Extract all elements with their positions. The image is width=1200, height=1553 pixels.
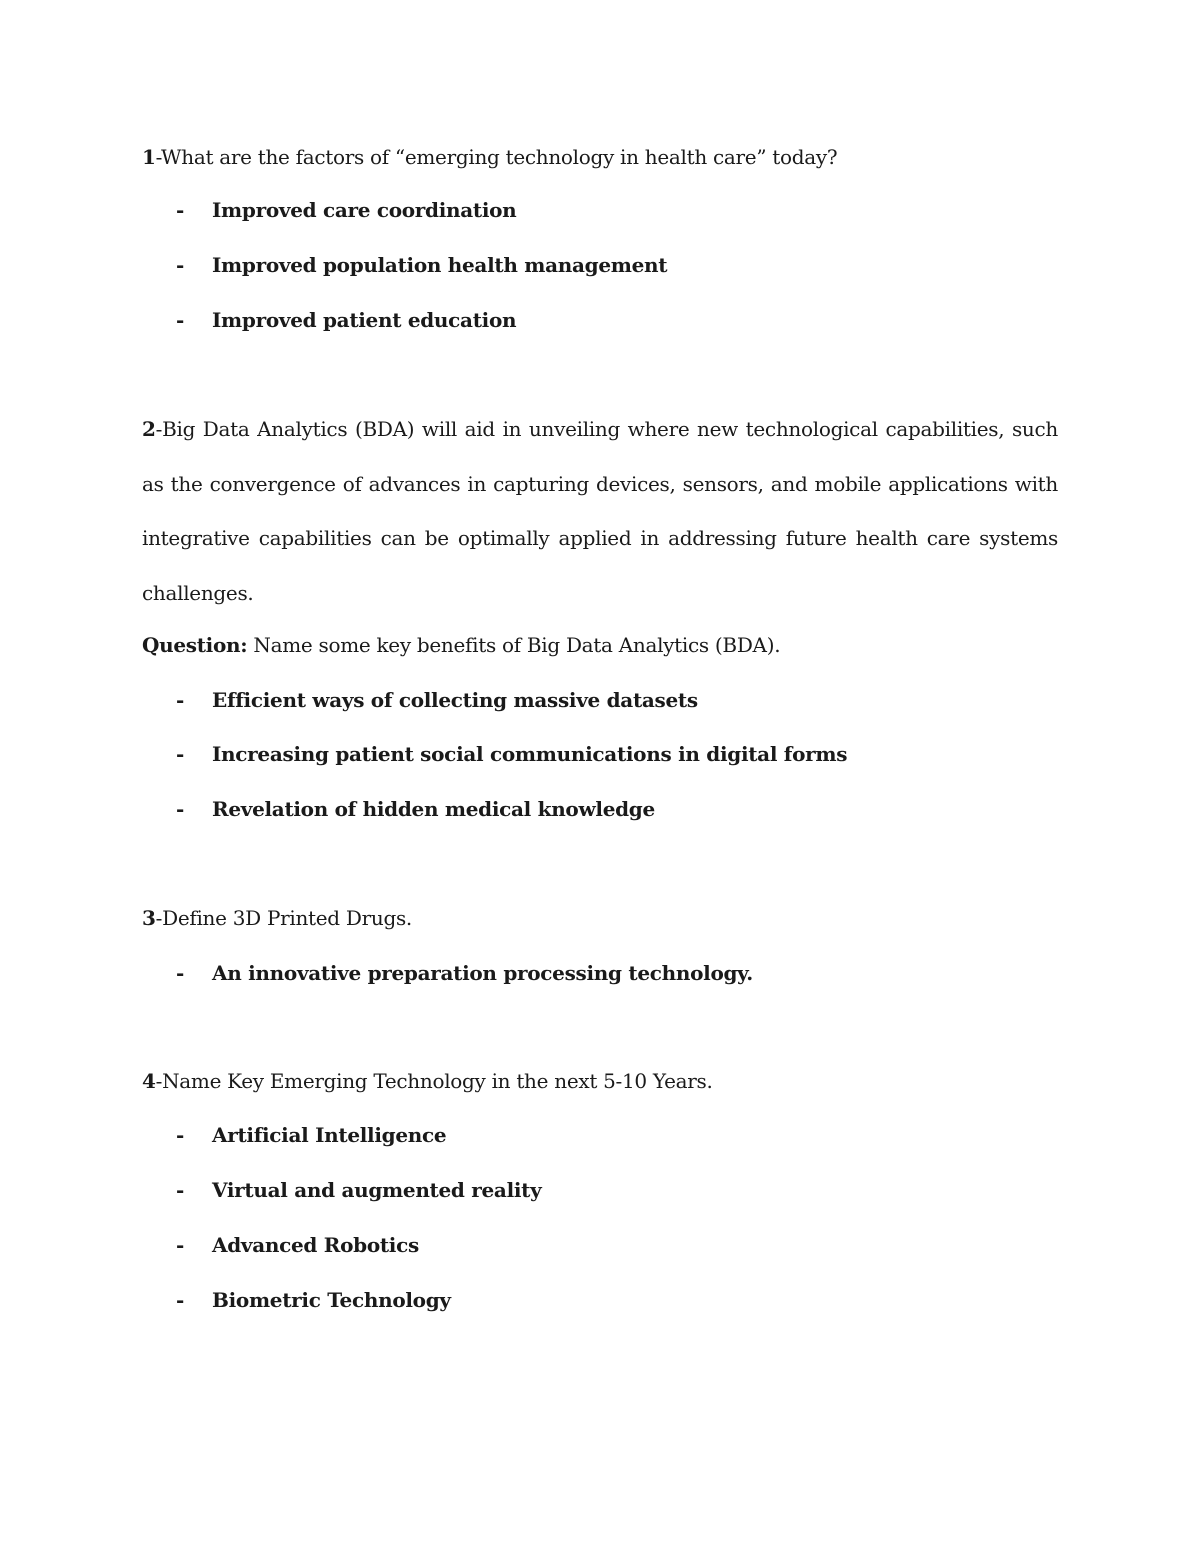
bullet-dash: - [176, 797, 185, 821]
answer-text: Biometric Technology [212, 1288, 451, 1312]
answer-item [176, 959, 753, 987]
question-number: 4 [142, 1069, 156, 1093]
question-2-sub [142, 631, 780, 659]
answer-text: Improved patient education [212, 308, 517, 332]
question-4 [142, 1067, 713, 1095]
question-number: 1 [142, 145, 156, 169]
question-number: 3 [142, 906, 156, 930]
question-label: Question: [142, 633, 248, 657]
answer-item [176, 306, 516, 334]
answer-item [176, 1231, 419, 1259]
bullet-dash: - [176, 1233, 185, 1257]
answer-item [176, 1121, 446, 1149]
question-text: -Big Data Analytics (BDA) will aid in unveiling where new technological capabilities, such as the convergence of advances in capturing devices, sensors, and mobile applications with integrative capabilities can be optimally applied in addressing future health care systems challenges. [142, 417, 1058, 605]
bullet-dash: - [176, 742, 185, 766]
answer-item [176, 740, 847, 768]
question-number: 2 [142, 417, 156, 441]
answer-item [176, 795, 655, 823]
question-text: -Define 3D Printed Drugs. [155, 906, 412, 930]
bullet-dash: - [176, 688, 185, 712]
bullet-dash: - [176, 253, 185, 277]
bullet-dash: - [176, 198, 185, 222]
answer-item [176, 196, 516, 224]
answer-text: Improved population health management [212, 253, 668, 277]
answer-text: Improved care coordination [212, 198, 517, 222]
answer-item [176, 1176, 541, 1204]
question-2 [142, 402, 1058, 620]
bullet-dash: - [176, 308, 185, 332]
question-text: Name some key benefits of Big Data Analytics (BDA). [247, 633, 781, 657]
answer-text: Artificial Intelligence [212, 1123, 447, 1147]
bullet-dash: - [176, 961, 185, 985]
bullet-dash: - [176, 1288, 185, 1312]
question-3 [142, 904, 412, 932]
question-1 [142, 143, 837, 171]
question-text: -What are the factors of “emerging technology in health care” today? [155, 145, 838, 169]
answer-text: Virtual and augmented reality [212, 1178, 542, 1202]
answer-text: Efficient ways of collecting massive datasets [212, 688, 698, 712]
answer-item [176, 1286, 451, 1314]
answer-item [176, 251, 667, 279]
question-text: -Name Key Emerging Technology in the next 5-10 Years. [155, 1069, 713, 1093]
bullet-dash: - [176, 1123, 185, 1147]
answer-item [176, 686, 698, 714]
answer-text: Advanced Robotics [212, 1233, 419, 1257]
answer-text: Increasing patient social communications in digital forms [212, 742, 848, 766]
bullet-dash: - [176, 1178, 185, 1202]
answer-text: Revelation of hidden medical knowledge [212, 797, 655, 821]
answer-text: An innovative preparation processing technology. [212, 961, 753, 985]
